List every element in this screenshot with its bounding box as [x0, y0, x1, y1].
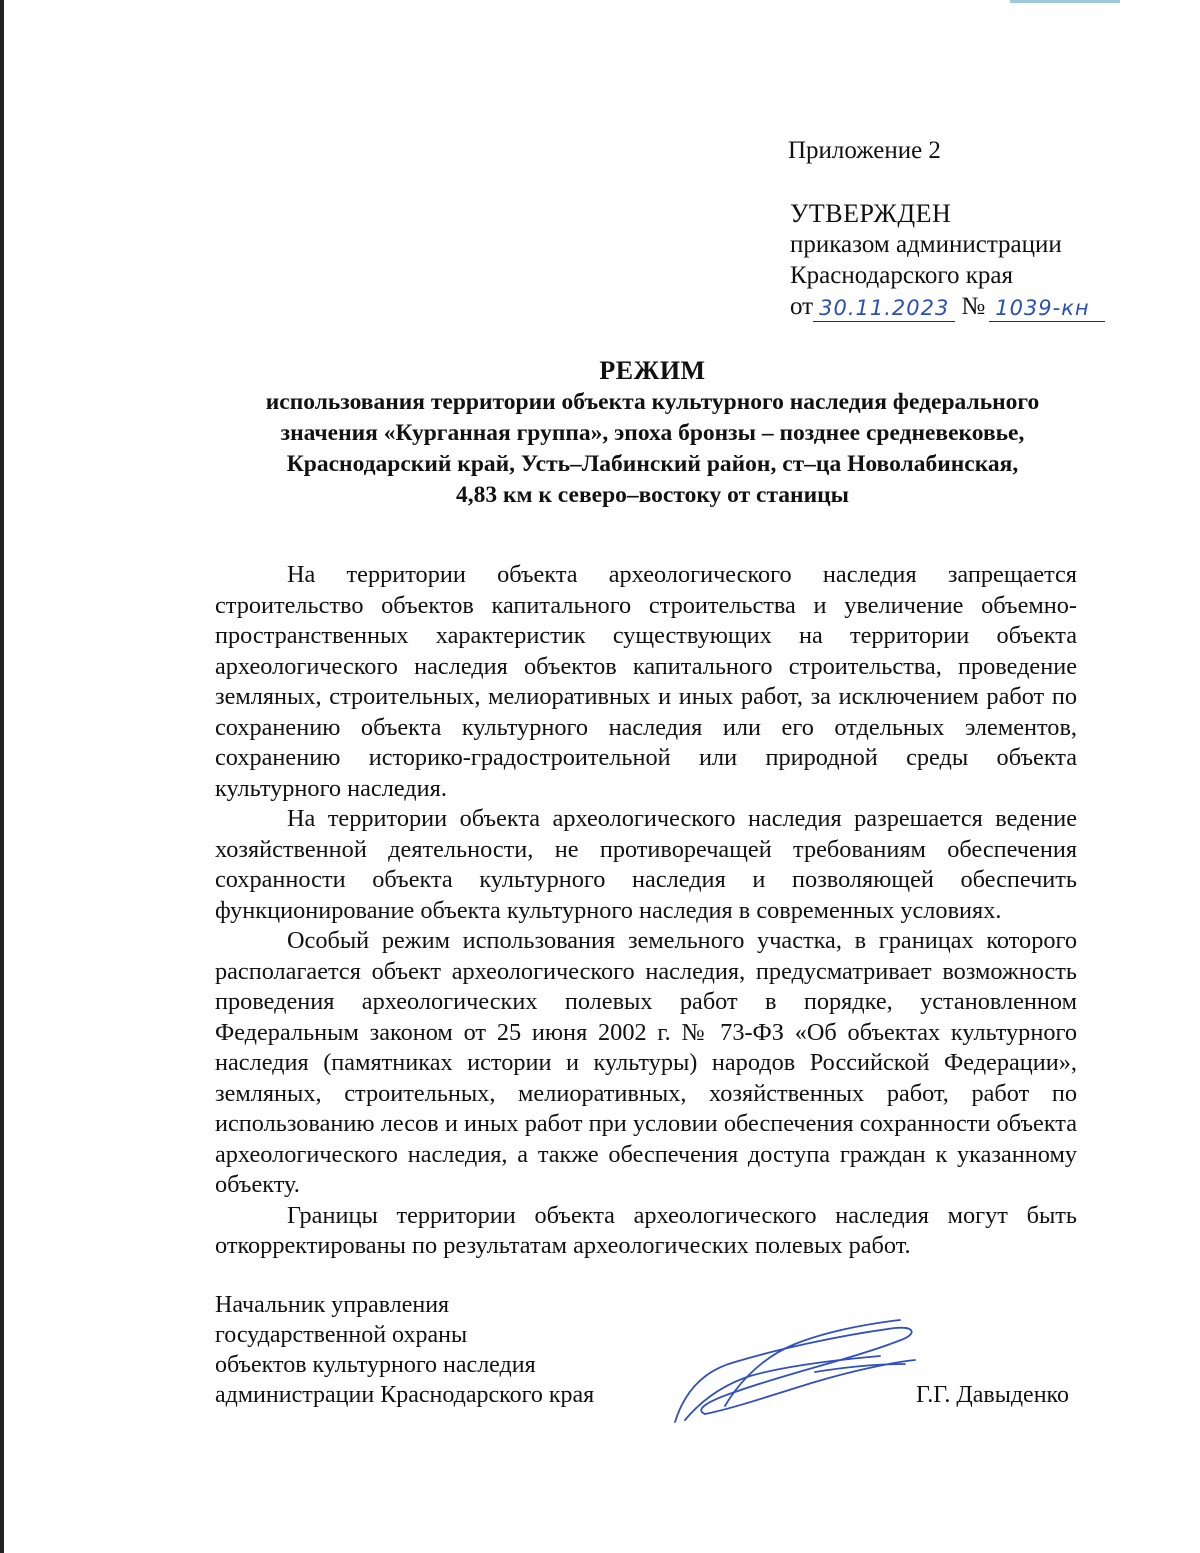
number-sign: №: [961, 293, 986, 320]
title-main: РЕЖИМ: [599, 356, 706, 385]
title-line-2: значения «Курганная группа», эпоха бронзы – позднее средневековье,: [280, 420, 1025, 446]
body-paragraph-2: На территории объекта археологического наследия разрешается ведение хозяйственной деятельности, не противоречащей требованиям обеспечения сохранности объекта культурного наследия и позволяющей обеспечить функционирование объекта культурного наследия в современных условиях.: [215, 805, 1077, 924]
approval-block: [790, 198, 1105, 322]
appendix-label: Приложение 2: [788, 137, 941, 164]
signature-block: [215, 1290, 1085, 1430]
date-prefix: от: [790, 293, 814, 320]
scan-edge-top: [1010, 0, 1120, 3]
position-line-4: администрации Краснодарского края: [215, 1382, 595, 1408]
signatory-name: Г.Г. Давыденко: [916, 1382, 1069, 1408]
position-line-2: государственной охраны: [215, 1322, 468, 1348]
body-paragraph-3: Особый режим использования земельного участка, в границах которого располагается объект археологического наследия, предусматривает возможность проведения археологических полевых работ в порядке, установленном Федеральным законом от 25 июня 2002 г. № 73-ФЗ «Об объектах культурного наследия (памятниках истории и культуры) народов Российской Федерации», земляных, строительных, мелиоративных, хозяйственных работ, работ по использованию лесов и иных работ при условии обеспечения сохранности объекта археологического наследия, а также обеспечения доступа граждан к указанному объекту.: [215, 927, 1077, 1198]
document-body: [215, 560, 1077, 1262]
order-date-handwritten: 30.11.2023: [813, 295, 955, 322]
approved-stamp-text: УТВЕРЖДЕН: [790, 199, 952, 228]
approval-line-2: Краснодарского края: [790, 262, 1013, 289]
scan-edge-left: [0, 0, 4, 1553]
order-number-handwritten: 1039-кн: [989, 295, 1105, 322]
title-line-1: использования территории объекта культурного наследия федерального: [265, 389, 1040, 415]
title-line-4: 4,83 км к северо–востоку от станицы: [455, 482, 850, 508]
body-paragraph-4: Границы территории объекта археологического наследия могут быть откорректированы по результатам археологических полевых работ.: [215, 1201, 1077, 1259]
document-title: [200, 355, 1105, 511]
handwritten-signature: [665, 1310, 925, 1430]
approval-line-1: приказом администрации: [790, 231, 1062, 258]
position-line-3: объектов культурного наследия: [215, 1352, 536, 1378]
body-paragraph-1: На территории объекта археологического наследия запрещается строительство объектов капитального строительства и увеличение объемно-пространственных характеристик существующих на территории объекта археологического наследия объектов капитального строительства, проведение земляных, строительных, мелиоративных и иных работ, за исключением работ по сохранению объекта культурного наследия или его отдельных элементов, сохранению историко-градостроительной или природной среды объекта культурного наследия.: [215, 561, 1077, 802]
position-line-1: Начальник управления: [215, 1292, 450, 1318]
order-date-line: [790, 291, 1105, 322]
title-line-3: Краснодарский край, Усть–Лабинский район, ст–ца Новолабинская,: [286, 451, 1019, 477]
